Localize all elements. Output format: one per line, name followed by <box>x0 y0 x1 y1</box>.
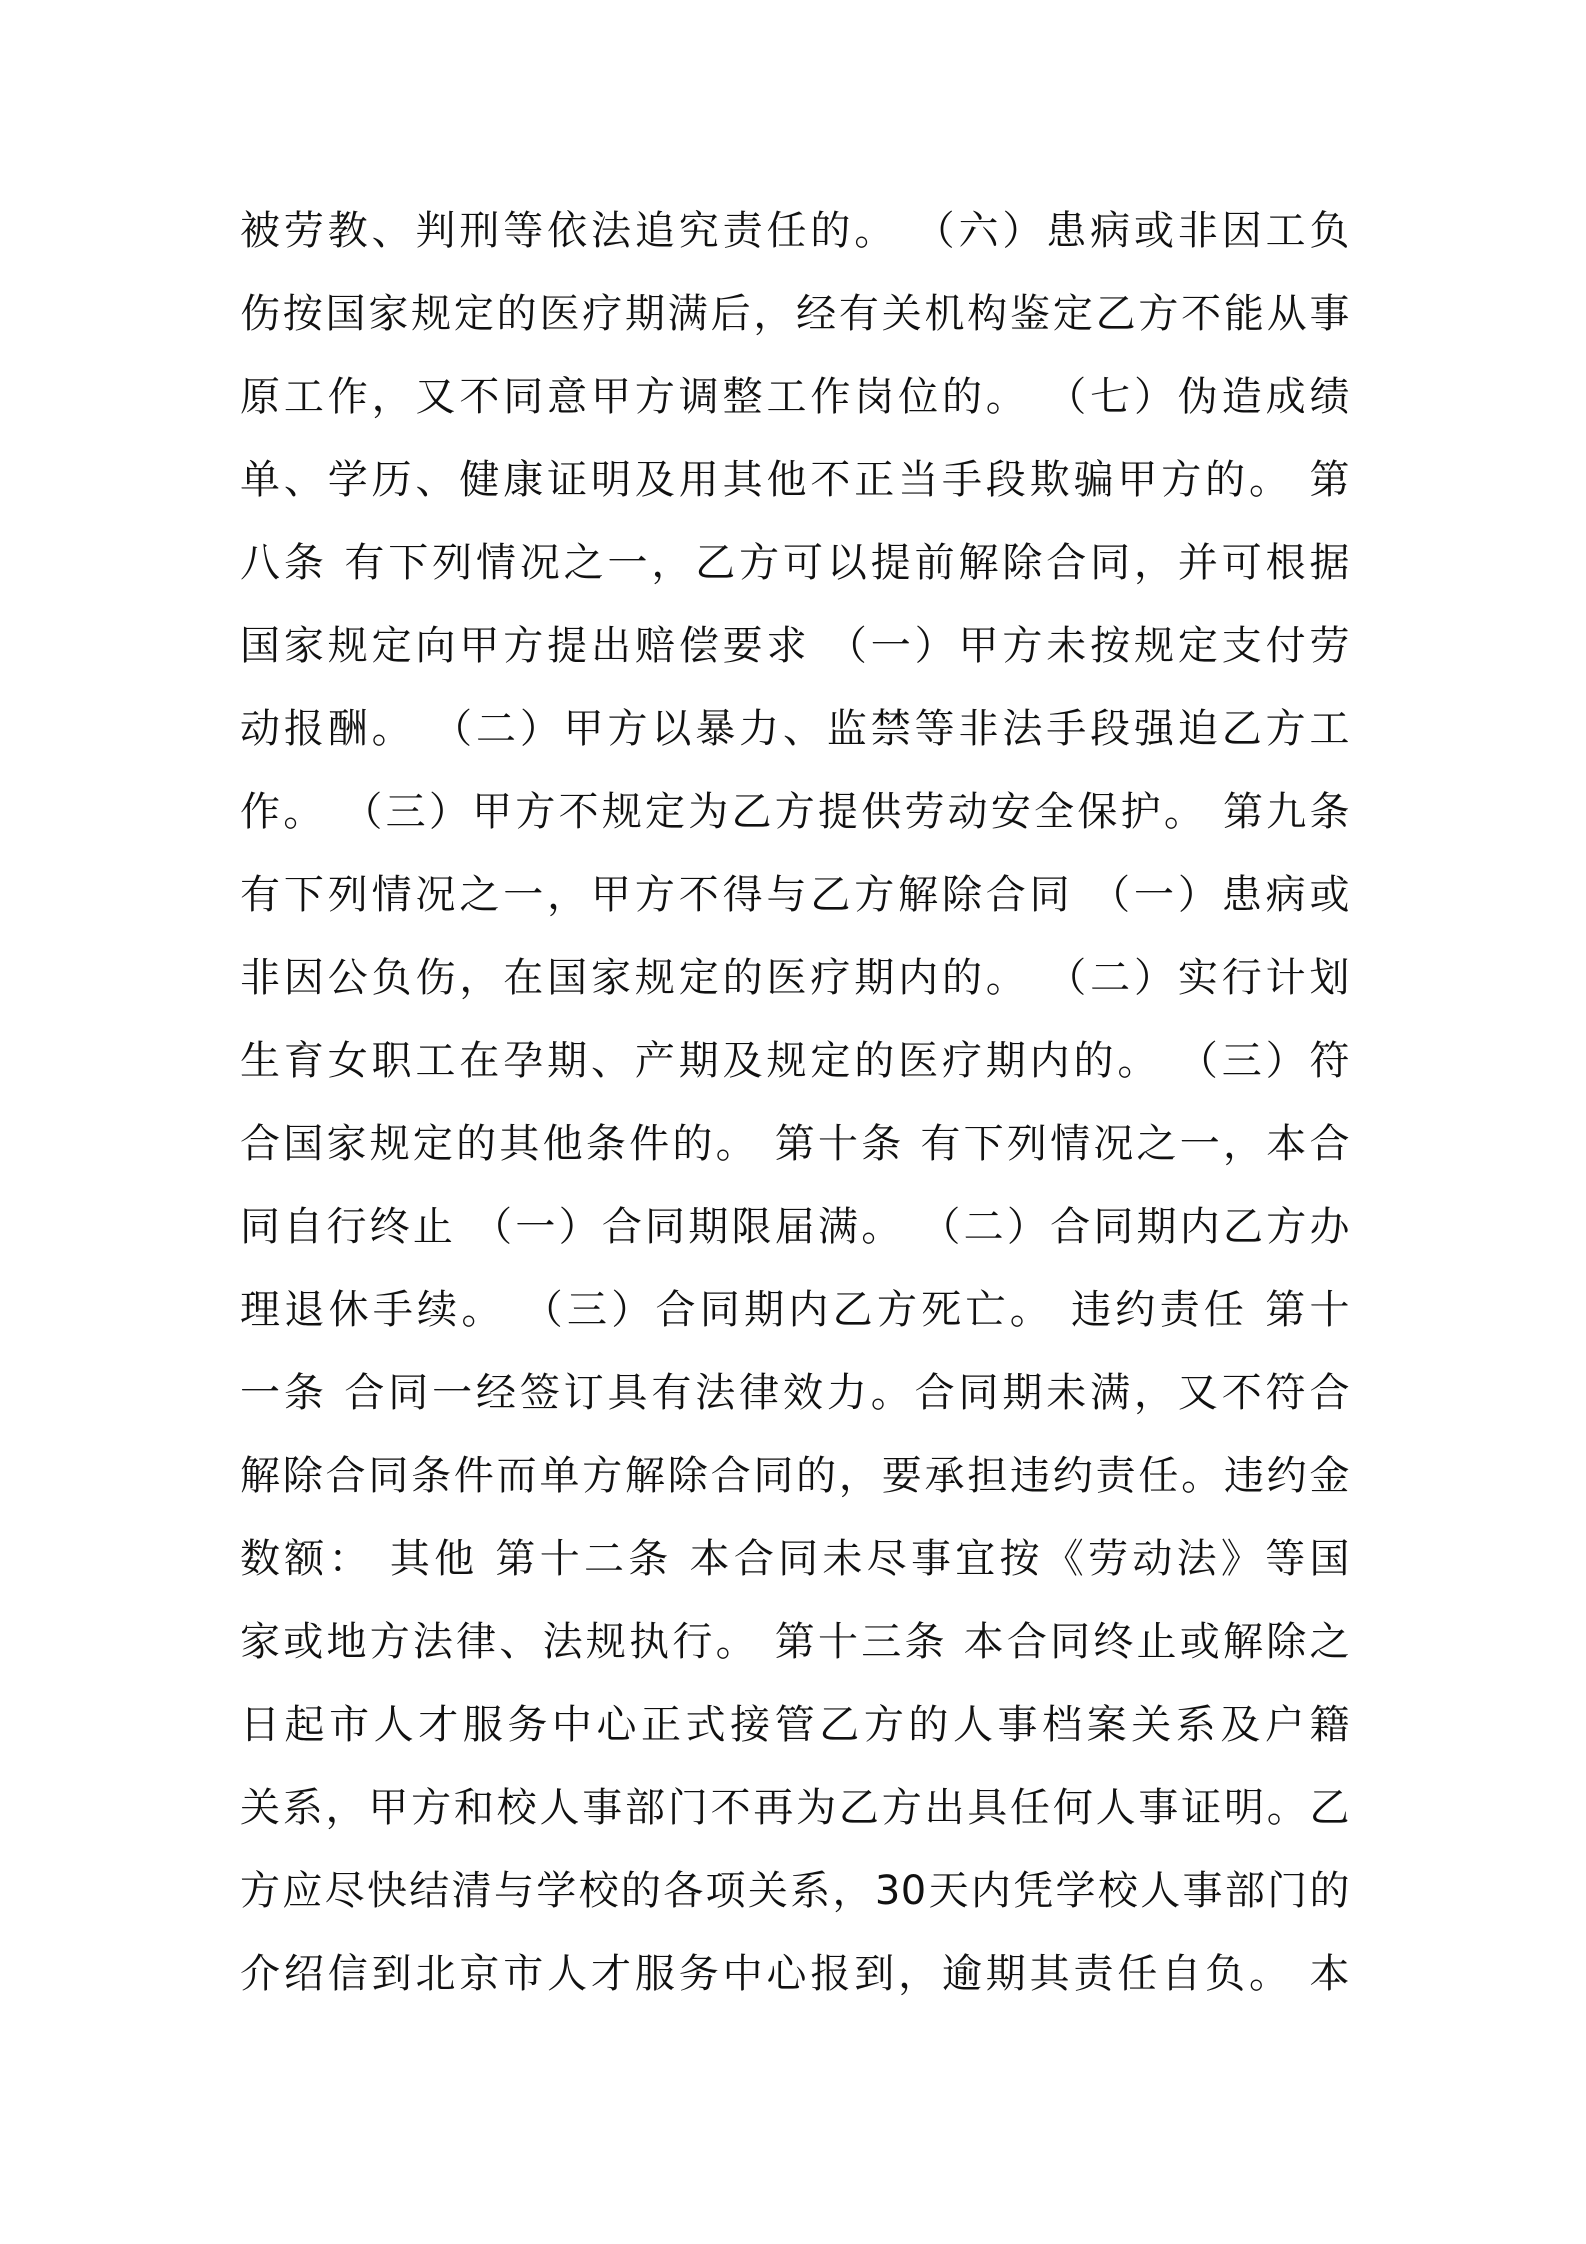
text-line: 家或地方法律、法规执行。 第十三条 本合同终止或解除之 <box>240 1619 1350 1665</box>
text-line: 一条 合同一经签订具有法律效力。合同期未满，又不符合 <box>240 1370 1350 1416</box>
text-line: 日起市人才服务中心正式接管乙方的人事档案关系及户籍 <box>240 1702 1350 1748</box>
text-line: 作。 （三）甲方不规定为乙方提供劳动安全保护。 第九条 <box>240 789 1350 835</box>
text-line: 关系，甲方和校人事部门不再为乙方出具任何人事证明。乙 <box>240 1785 1350 1831</box>
text-line: 同自行终止 （一）合同期限届满。 （二）合同期内乙方办 <box>240 1204 1350 1250</box>
text-line: 原工作，又不同意甲方调整工作岗位的。 （七）伪造成绩 <box>240 374 1350 420</box>
text-line: 单、学历、健康证明及用其他不正当手段欺骗甲方的。 第 <box>240 457 1350 503</box>
text-line: 生育女职工在孕期、产期及规定的医疗期内的。 （三）符 <box>240 1038 1350 1084</box>
contract-text-block <box>240 190 1350 2016</box>
text-line: 数额： 其他 第十二条 本合同未尽事宜按《劳动法》等国 <box>240 1536 1350 1582</box>
text-line: 八条 有下列情况之一，乙方可以提前解除合同，并可根据 <box>240 540 1350 586</box>
text-line: 被劳教、判刑等依法追究责任的。 （六）患病或非因工负 <box>240 208 1350 254</box>
text-line: 伤按国家规定的医疗期满后，经有关机构鉴定乙方不能从事 <box>240 291 1350 337</box>
text-line: 有下列情况之一，甲方不得与乙方解除合同 （一）患病或 <box>240 872 1350 918</box>
text-line: 理退休手续。 （三）合同期内乙方死亡。 违约责任 第十 <box>240 1287 1350 1333</box>
text-line: 动报酬。 （二）甲方以暴力、监禁等非法手段强迫乙方工 <box>240 706 1350 752</box>
text-line: 合国家规定的其他条件的。 第十条 有下列情况之一，本合 <box>240 1121 1350 1167</box>
text-line: 介绍信到北京市人才服务中心报到，逾期其责任自负。 本 <box>240 1951 1350 1997</box>
text-line: 国家规定向甲方提出赔偿要求 （一）甲方未按规定支付劳 <box>240 623 1350 669</box>
text-line: 解除合同条件而单方解除合同的，要承担违约责任。违约金 <box>240 1453 1350 1499</box>
text-line: 方应尽快结清与学校的各项关系，30天内凭学校人事部门的 <box>240 1868 1350 1914</box>
text-line: 非因公负伤，在国家规定的医疗期内的。 （二）实行计划 <box>240 955 1350 1001</box>
